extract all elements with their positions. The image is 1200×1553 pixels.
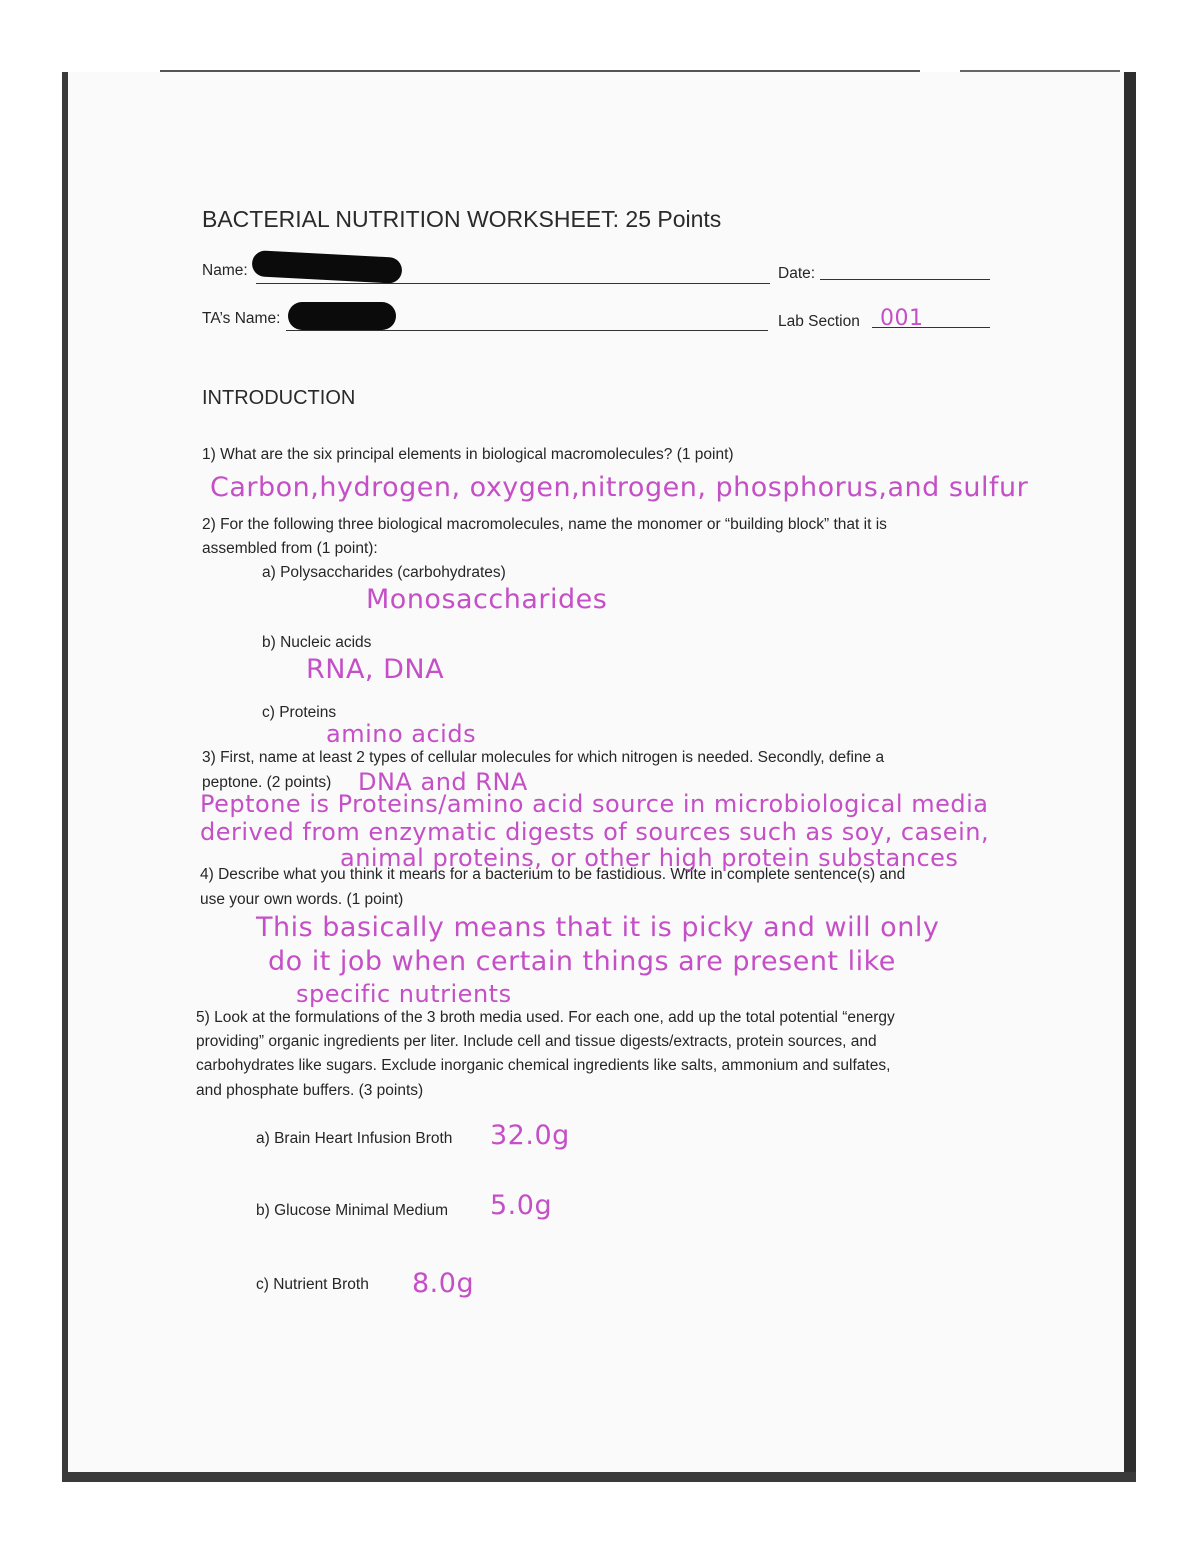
- question-4-prompt-line2: use your own words. (1 point): [200, 891, 404, 908]
- question-5c-answer: 8.0g: [412, 1268, 475, 1299]
- date-line: [820, 279, 990, 280]
- question-3-prompt-line2: peptone. (2 points): [202, 774, 332, 791]
- question-5a-label: a) Brain Heart Infusion Broth: [256, 1130, 453, 1147]
- question-5b-answer: 5.0g: [490, 1190, 553, 1221]
- lab-section-label: Lab Section: [778, 313, 860, 330]
- question-2-prompt-line2: assembled from (1 point):: [202, 540, 378, 557]
- question-5a-answer: 32.0g: [490, 1120, 570, 1151]
- worksheet-title: BACTERIAL NUTRITION WORKSHEET: 25 Points: [202, 206, 722, 232]
- question-5c-label: c) Nutrient Broth: [256, 1276, 369, 1293]
- question-3-prompt-line1: 3) First, name at least 2 types of cellular molecules for which nitrogen is needed. Secondly, define a: [202, 749, 885, 766]
- question-3-answer-peptone-line2: derived from enzymatic digests of sources such as soy, casein,: [200, 818, 990, 846]
- ta-name-label: TA’s Name:: [202, 310, 281, 327]
- question-4-prompt-line1: 4) Describe what you think it means for a bacterium to be fastidious. Write in complete sentence(s) and: [200, 866, 906, 883]
- name-line: [256, 283, 770, 284]
- question-5-prompt-line2: providing” organic ingredients per liter. Include cell and tissue digests/extracts, protein sources, and: [196, 1033, 877, 1050]
- paper-edge-top-right: [960, 70, 1120, 72]
- paper-shadow-left: [62, 72, 68, 1480]
- question-4-answer-line1: This basically means that it is picky and will only: [256, 912, 940, 943]
- question-2a-label: a) Polysaccharides (carbohydrates): [262, 564, 506, 581]
- paper-edge-top: [160, 70, 920, 72]
- date-label: Date:: [778, 265, 816, 282]
- question-2a-answer: Monosaccharides: [366, 584, 608, 615]
- paper-shadow-bottom: [62, 1472, 1136, 1482]
- question-2c-label: c) Proteins: [262, 704, 337, 721]
- question-2b-label: b) Nucleic acids: [262, 634, 372, 651]
- question-3-answer-peptone-line3: animal proteins, or other high protein substances: [340, 844, 959, 872]
- paper-shadow-right: [1124, 72, 1136, 1480]
- question-4-answer-line2: do it job when certain things are present like: [268, 946, 896, 977]
- question-2-prompt-line1: 2) For the following three biological macromolecules, name the monomer or “building block” that it is: [202, 516, 887, 533]
- introduction-heading: INTRODUCTION: [202, 387, 356, 409]
- question-4-answer-line3: specific nutrients: [296, 980, 512, 1008]
- lab-section-answer: 001: [880, 306, 924, 331]
- question-5-prompt-line4: and phosphate buffers. (3 points): [196, 1082, 424, 1099]
- question-2c-answer: amino acids: [326, 720, 477, 748]
- question-1-prompt: 1) What are the six principal elements in biological macromolecules? (1 point): [202, 446, 734, 463]
- question-5b-label: b) Glucose Minimal Medium: [256, 1202, 449, 1219]
- question-5-prompt-line1: 5) Look at the formulations of the 3 broth media used. For each one, add up the total potential “energy: [196, 1009, 895, 1026]
- question-1-answer: Carbon,hydrogen, oxygen,nitrogen, phosphorus,and sulfur: [210, 472, 1029, 503]
- question-2b-answer: RNA, DNA: [306, 654, 445, 685]
- name-label: Name:: [202, 262, 248, 279]
- ta-name-redaction: [288, 302, 396, 330]
- ta-name-line: [286, 330, 768, 331]
- question-3-answer-molecules: DNA and RNA: [358, 768, 528, 796]
- question-3-answer-peptone-line1: Peptone is Proteins/amino acid source in microbiological media: [200, 790, 989, 818]
- question-5-prompt-line3: carbohydrates like sugars. Exclude inorganic chemical ingredients like salts, ammonium and sulfates,: [196, 1057, 891, 1074]
